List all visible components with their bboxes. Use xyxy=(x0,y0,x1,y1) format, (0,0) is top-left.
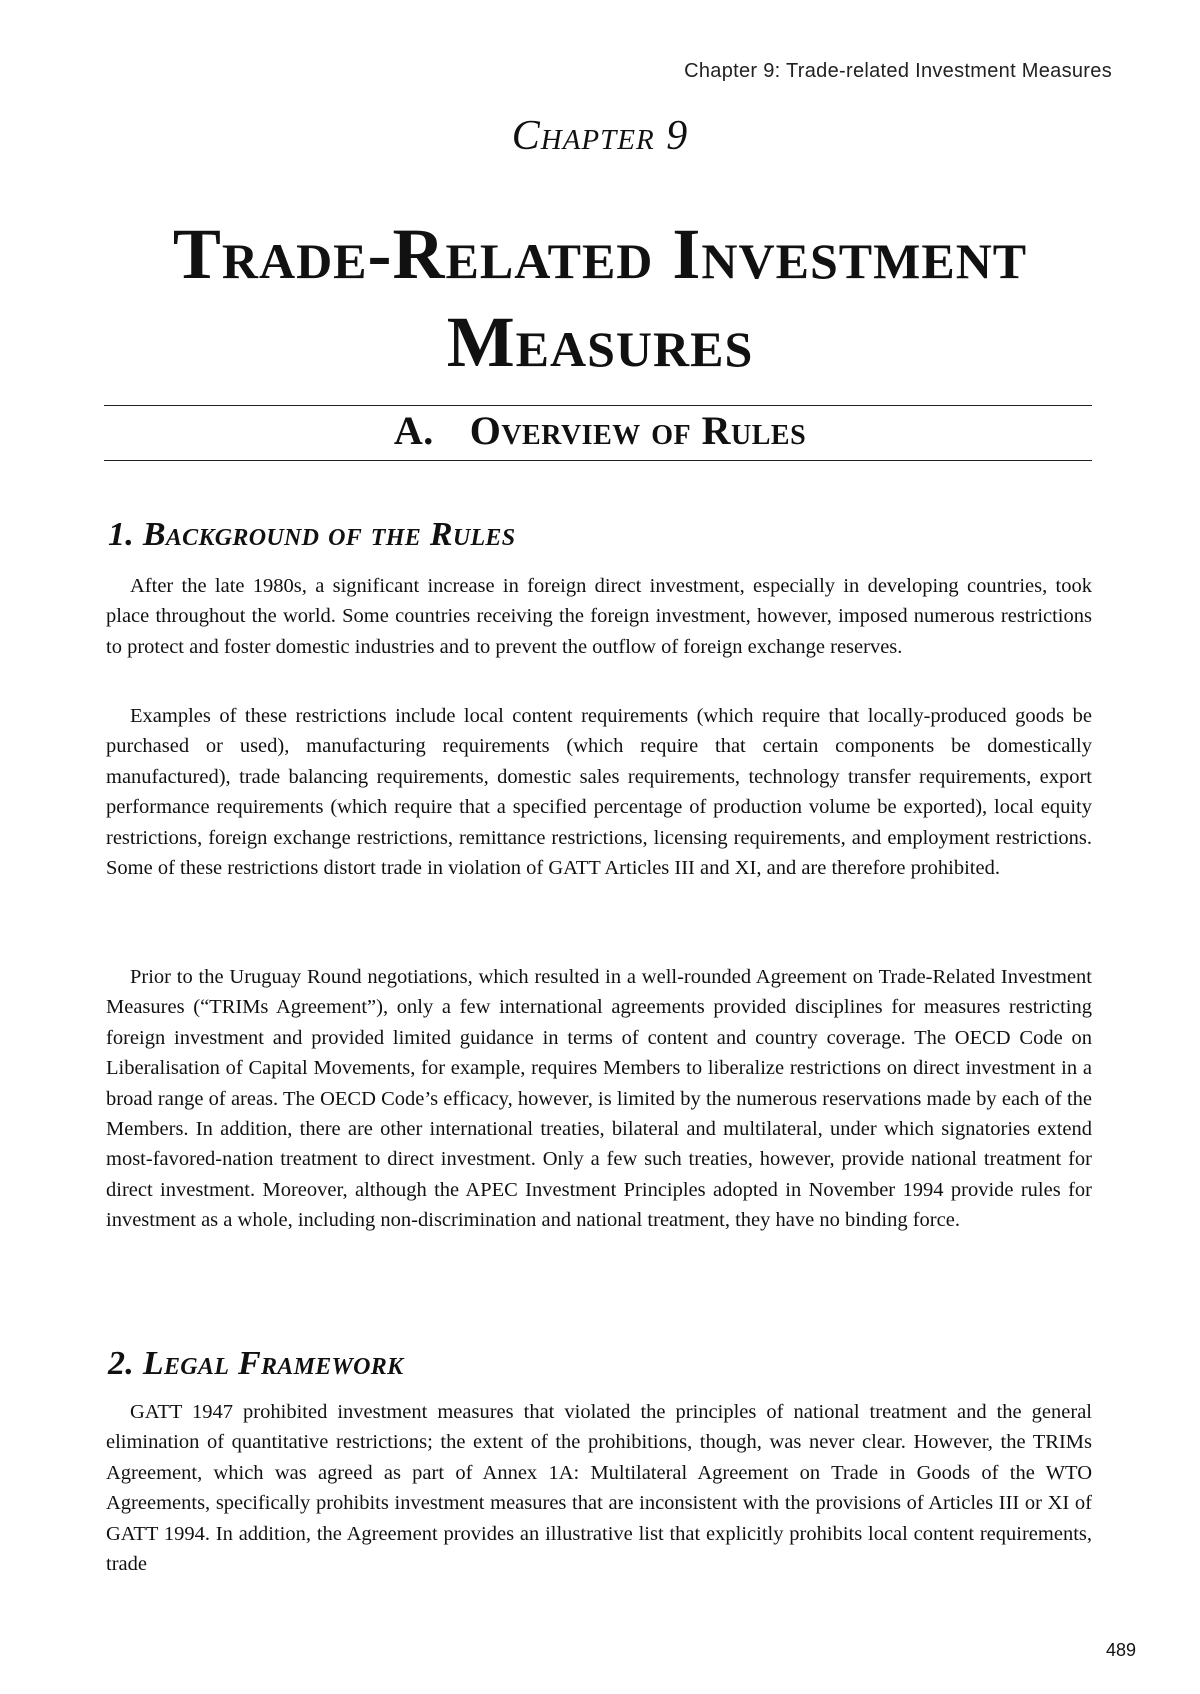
subsection-heading-legal-framework: 2. Legal Framework xyxy=(108,1345,404,1382)
section-rule-top xyxy=(104,405,1092,406)
chapter-title xyxy=(60,210,1140,386)
paragraph-background-3: Prior to the Uruguay Round negotiations, which resulted in a well-rounded Agreement on Trade-Related Investment Measures (“TRIMs Agreement”), only a few international agreements provided disciplines for measures restricting foreign investment and provided limited guidance in terms of content and country coverage. The OECD Code on Liberalisation of Capital Movements, for example, requires Members to liberalize restrictions on direct investment in a broad range of areas. The OECD Code’s efficacy, however, is limited by the numerous reservations made by each of the Members. In addition, there are other international treaties, bilateral and multilateral, under which signatories extend most-favored-nation treatment to direct investment. Only a few such treaties, however, provide national treatment for direct investment. Moreover, although the APEC Investment Principles adopted in November 1994 provide rules for investment as a whole, including non-discrimination and national treatment, they have no binding force. xyxy=(106,966,1092,1232)
section-title: Overview of Rules xyxy=(469,408,807,453)
paragraph-legal-framework-1: GATT 1947 prohibited investment measures that violated the principles of national treatment and the general elimination of quantitative restrictions; the extent of the prohibitions, though, was never clear. However, the TRIMs Agreement, which was agreed as part of Annex 1A: Multilateral Agreement on Trade in Goods of the WTO Agreements, specifically prohibits investment measures that are inconsistent with the provisions of Articles III or XI of GATT 1994. In addition, the Agreement provides an illustrative list that explicitly prohibits local content requirements, trade xyxy=(106,1401,1092,1576)
paragraph-background-2: Examples of these restrictions include local content requirements (which require that locally-produced goods be purchased or used), manufacturing requirements (which require that certain components be domestically manufactured), trade balancing requirements, domestic sales requirements, technology transfer requirements, export performance requirements (which require that a specified percentage of production volume be exported), local equity restrictions, foreign exchange restrictions, remittance restrictions, licensing requirements, and employment restrictions. Some of these restrictions distort trade in violation of GATT Articles III and XI, and are therefore prohibited. xyxy=(106,705,1092,880)
running-header: Chapter 9: Trade-related Investment Measures xyxy=(684,60,1112,82)
section-rule-bottom xyxy=(104,460,1092,461)
section-number: A. xyxy=(393,408,434,453)
subsection-heading-background: 1. Background of the Rules xyxy=(108,516,516,553)
chapter-title-line-2: Measures xyxy=(446,302,754,382)
chapter-title-line-1: Trade-Related Investment xyxy=(172,214,1028,294)
section-heading xyxy=(0,407,1200,454)
paragraph-background-1: After the late 1980s, a significant increase in foreign direct investment, especially in developing countries, took place throughout the world. Some countries receiving the foreign investment, however, imposed numerous restrictions to protect and foster domestic industries and to prevent the outflow of foreign exchange reserves. xyxy=(106,575,1092,658)
page-number: 489 xyxy=(1105,1640,1136,1660)
chapter-label: Chapter 9 xyxy=(511,113,689,159)
